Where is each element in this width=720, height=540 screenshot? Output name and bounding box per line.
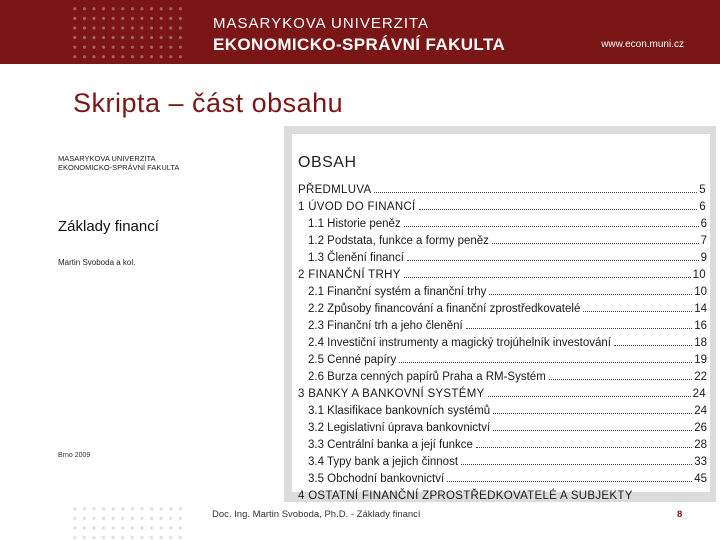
toc-entry-page: 10 bbox=[694, 286, 707, 298]
toc-entry-page: 33 bbox=[694, 456, 707, 468]
header-faculty: EKONOMICKO-SPRÁVNÍ FAKULTA bbox=[213, 35, 506, 54]
toc-entry-page: 45 bbox=[694, 473, 707, 485]
toc-entry-title: 1.2 Podstata, funkce a formy peněz bbox=[308, 235, 489, 247]
toc-entry-title: 3.1 Klasifikace bankovních systémů bbox=[308, 405, 491, 417]
toc-entry-title: 3.2 Legislativní úprava bankovnictví bbox=[308, 422, 491, 434]
toc-entry bbox=[308, 473, 707, 488]
toc-entry-title: 3.4 Typy bank a jejich činnost bbox=[308, 456, 459, 468]
toc-entry bbox=[308, 286, 707, 301]
toc-dot-leader bbox=[447, 481, 692, 482]
cover-faculty: EKONOMICKO-SPRÁVNÍ FAKULTA bbox=[58, 163, 180, 172]
toc-entry bbox=[308, 354, 707, 369]
footer-page-number: 8 bbox=[677, 509, 683, 520]
toc-entry-title: 2.5 Cenné papíry bbox=[308, 354, 397, 366]
toc-dot-leader bbox=[407, 260, 699, 261]
toc-entry-page: 6 bbox=[699, 201, 706, 213]
toc-entry bbox=[298, 201, 706, 216]
toc-dot-leader bbox=[404, 277, 691, 278]
cover-book-title: Základy financí bbox=[58, 218, 159, 235]
toc-entry-page: 18 bbox=[694, 337, 707, 349]
toc-entry-title: 1 ÚVOD DO FINANCÍ bbox=[298, 201, 416, 213]
toc-entry bbox=[308, 320, 707, 335]
toc-entry bbox=[308, 456, 707, 471]
slide-title: Skripta – část obsahu bbox=[73, 88, 344, 118]
toc-entry-page: 16 bbox=[694, 320, 707, 332]
toc-entry-title: 3 BANKY A BANKOVNÍ SYSTÉMY bbox=[298, 388, 485, 400]
toc-dot-leader bbox=[493, 413, 692, 414]
toc-dot-leader bbox=[404, 226, 699, 227]
toc-entry bbox=[308, 337, 707, 352]
toc-entry-title: PŘEDMLUVA bbox=[298, 184, 372, 196]
toc-entry-title: 3.5 Obchodní bankovnictví bbox=[308, 473, 445, 485]
toc-entry-page: 24 bbox=[694, 405, 707, 417]
toc-dot-leader bbox=[614, 345, 692, 346]
toc-entry-page: 6 bbox=[700, 218, 707, 230]
toc-heading: OBSAH bbox=[298, 154, 357, 171]
toc-entry bbox=[298, 184, 706, 199]
toc-dot-leader bbox=[549, 379, 692, 380]
toc-entry bbox=[298, 490, 706, 505]
toc-entry bbox=[308, 252, 707, 267]
toc-entry-page: 22 bbox=[694, 371, 707, 383]
toc-entry-title: 2.1 Finanční systém a finanční trhy bbox=[308, 286, 487, 298]
footer-dot-grid bbox=[70, 504, 186, 540]
toc-dot-leader bbox=[476, 447, 692, 448]
toc-entry bbox=[308, 422, 707, 437]
logo-dot-grid bbox=[70, 4, 186, 62]
cover-author: Martin Svoboda a kol. bbox=[58, 258, 136, 267]
toc-dot-leader bbox=[489, 294, 692, 295]
footer-author-course: Doc. Ing. Martin Svoboda, Ph.D. - Základy financí bbox=[212, 509, 421, 520]
toc-entry bbox=[308, 439, 707, 454]
toc-entry bbox=[298, 269, 706, 284]
toc-entry-title: 2 FINANČNÍ TRHY bbox=[298, 269, 401, 281]
table-of-contents bbox=[292, 134, 710, 502]
toc-dot-leader bbox=[493, 430, 692, 431]
header-url: www.econ.muni.cz bbox=[601, 39, 684, 50]
content-image-frame bbox=[48, 126, 716, 502]
toc-entry-page: 19 bbox=[694, 354, 707, 366]
toc-entry-title: 2.6 Burza cenných papírů Praha a RM-Systém bbox=[308, 371, 546, 383]
toc-dot-leader bbox=[466, 328, 692, 329]
toc-entry bbox=[308, 405, 707, 420]
toc-entry-page: 24 bbox=[692, 388, 706, 400]
toc-entry bbox=[308, 303, 707, 318]
toc-dot-leader bbox=[583, 311, 692, 312]
header-university: MASARYKOVA UNIVERZITA bbox=[213, 15, 430, 32]
toc-entry-page: 14 bbox=[694, 303, 707, 315]
toc-entry-page: 26 bbox=[694, 422, 707, 434]
toc-dot-leader bbox=[399, 362, 692, 363]
toc-dot-leader bbox=[488, 396, 691, 397]
toc-entry-title: 1.1 Historie peněz bbox=[308, 218, 401, 230]
toc-entry-title: 3.3 Centrální banka a její funkce bbox=[308, 439, 473, 451]
toc-entry-page: 5 bbox=[699, 184, 706, 196]
toc-entry bbox=[298, 388, 706, 403]
header-bar bbox=[0, 0, 720, 64]
toc-dot-leader bbox=[461, 464, 692, 465]
toc-entry-title: 1.3 Členění financí bbox=[308, 252, 404, 264]
toc-dot-leader bbox=[492, 243, 699, 244]
toc-entry-page: 10 bbox=[692, 269, 706, 281]
toc-entry-title: 2.3 Finanční trh a jeho členění bbox=[308, 320, 463, 332]
toc-dot-leader bbox=[374, 192, 697, 193]
toc-entry-page: 28 bbox=[694, 439, 707, 451]
toc-entry-title: 2.2 Způsoby financování a finanční zprostředkovatelé bbox=[308, 303, 581, 315]
toc-entry bbox=[308, 371, 707, 386]
toc-entry-page: 7 bbox=[700, 235, 707, 247]
book-cover bbox=[48, 126, 284, 502]
toc-entry bbox=[308, 218, 707, 233]
toc-entry-title: 4 OSTATNÍ FINANČNÍ ZPROSTŘEDKOVATELÉ A SUBJEKTY bbox=[298, 490, 633, 502]
cover-university-block bbox=[58, 154, 179, 172]
cover-place-year: Brno 2009 bbox=[58, 452, 91, 459]
toc-dot-leader bbox=[419, 209, 698, 210]
cover-university: MASARYKOVA UNIVERZITA bbox=[58, 154, 156, 163]
toc-entry-title: 2.4 Investiční instrumenty a magický trojúhelník investování bbox=[308, 337, 611, 349]
toc-entry-page: 9 bbox=[700, 252, 707, 264]
toc-entry bbox=[308, 235, 707, 250]
